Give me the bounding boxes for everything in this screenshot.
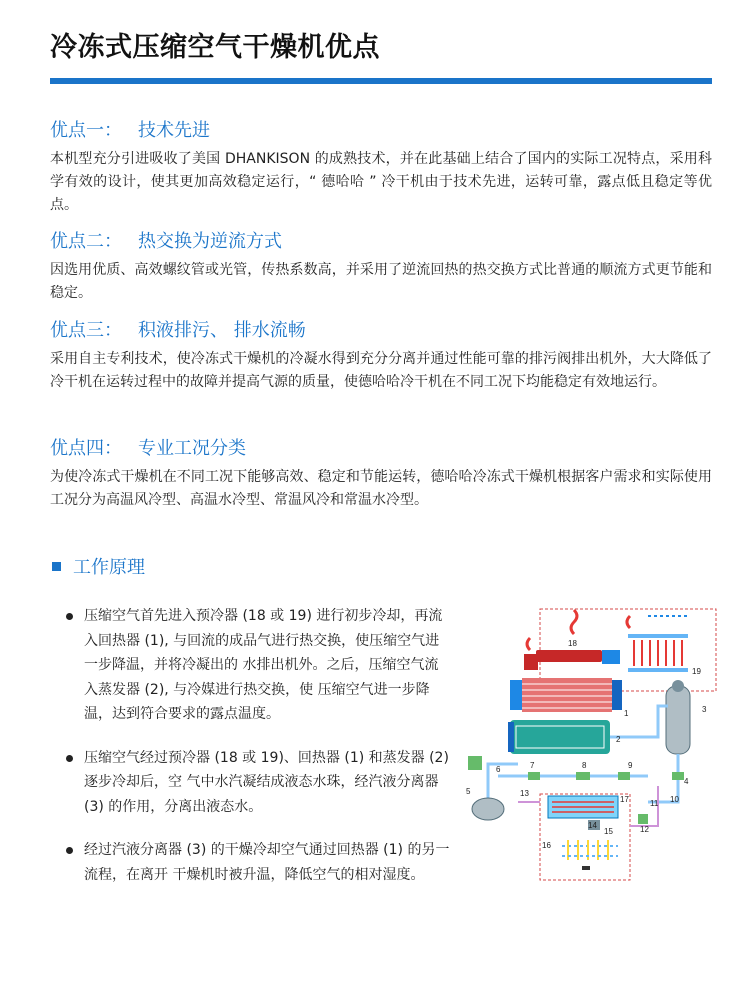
label-15: 15 — [604, 827, 613, 836]
advantage-label: 优点二： — [50, 231, 122, 252]
advantage-title: 积液排污、 排水流畅 — [138, 320, 306, 341]
advantage-heading — [50, 118, 712, 144]
label-12: 12 — [640, 825, 649, 834]
advantage-2 — [50, 229, 712, 305]
label-16: 16 — [542, 841, 551, 850]
compressor-5 — [472, 798, 504, 820]
bullet-dot-icon — [66, 847, 73, 854]
list-item — [66, 838, 452, 887]
label-8: 8 — [582, 761, 587, 770]
advantage-title: 技术先进 — [138, 120, 210, 141]
advantage-text: 因选用优质、高效螺纹管或光管，传热系数高，并采用了逆流回热的热交换方式比普通的顺流方式更节能和稳定。 — [50, 262, 712, 301]
label-1: 1 — [624, 709, 629, 718]
label-2: 2 — [616, 735, 621, 744]
label-11: 11 — [650, 799, 659, 808]
label-10: 10 — [670, 795, 679, 804]
advantage-heading — [50, 318, 712, 344]
list-item-text: 压缩空气首先进入预冷器 (18 或 19) 进行初步冷却，再流入回热器 (1), 与回流的成品气进行热交换，使压缩空气进一步降温，并将冷凝出的 水排出机外。之后，压缩空气流入蒸发器 (2), 与冷媒进行热交换，使 压缩空气进一步降温，达到符合要求的露点温度。 — [84, 608, 443, 722]
section-title: 工作原理 — [73, 557, 145, 578]
label-4: 4 — [684, 777, 689, 786]
page-title: 冷冻式压缩空气干燥机优点 — [50, 32, 380, 63]
label-3: 3 — [702, 705, 707, 714]
bullet-dot-icon — [66, 755, 73, 762]
advantage-label: 优点三： — [50, 320, 122, 341]
label-18: 18 — [568, 639, 577, 648]
advantage-3 — [50, 318, 712, 394]
label-19: 19 — [692, 667, 701, 676]
advantage-heading — [50, 229, 712, 255]
precooler-19 — [627, 616, 688, 672]
advantage-label: 优点四： — [50, 438, 122, 459]
advantage-1 — [50, 118, 712, 217]
label-9: 9 — [628, 761, 633, 770]
evaporator-2 — [508, 720, 610, 754]
label-6: 6 — [496, 765, 501, 774]
principle-list — [66, 604, 452, 906]
list-item-text: 压缩空气经过预冷器 (18 或 19)、回热器 (1) 和蒸发器 (2) 逐步冷却后，空 气中水汽凝结成液态水珠，经汽液分离器 (3) 的作用，分离出液态水。 — [84, 749, 449, 815]
label-13: 13 — [520, 789, 529, 798]
list-item — [66, 746, 452, 820]
label-5: 5 — [466, 787, 471, 796]
label-17: 17 — [620, 795, 629, 804]
title-underline — [50, 78, 712, 84]
section-heading-principle — [52, 553, 145, 579]
bullet-dot-icon — [66, 613, 73, 620]
advantage-heading — [50, 436, 712, 462]
label-14: 14 — [588, 821, 597, 830]
label-7: 7 — [530, 761, 535, 770]
advantage-text: 采用自主专利技术，使冷冻式干燥机的冷凝水得到充分分离并通过性能可靠的排污阀排出机外，大大降低了冷干机在运转过程中的故障并提高气源的质量，使德哈哈冷干机在不同工况下均能稳定有效地运行。 — [50, 351, 712, 390]
recuperator-1 — [510, 678, 622, 712]
air-cooled-condenser-16 — [562, 840, 618, 870]
advantage-title: 热交换为逆流方式 — [138, 231, 282, 252]
dryer-schematic-diagram — [458, 606, 720, 884]
advantage-text: 为使冷冻式干燥机在不同工况下能够高效、稳定和节能运转，德哈哈冷冻式干燥机根据客户需求和实际使用工况分为高温风冷型、高温水冷型、常温风冷和常温水冷型。 — [50, 469, 712, 508]
list-item-text: 经过汽液分离器 (3) 的干燥冷却空气通过回热器 (1) 的另一流程，在离开 干燥机时被升温，降低空气的相对湿度。 — [84, 842, 450, 883]
condenser-17 — [548, 796, 618, 830]
advantage-label: 优点一： — [50, 120, 122, 141]
list-item — [66, 604, 452, 727]
separator-3 — [666, 680, 690, 780]
advantage-title: 专业工况分类 — [138, 438, 246, 459]
square-bullet-icon — [52, 562, 61, 571]
advantage-text: 本机型充分引进吸收了美国 DHANKISON 的成熟技术，并在此基础上结合了国内的实际工况特点，采用科学有效的设计，使其更加高效稳定运行，“ 德哈哈 ” 冷干机由于技术先进，运转可靠，露点低且稳定等优点。 — [50, 151, 712, 213]
advantage-4 — [50, 436, 712, 512]
